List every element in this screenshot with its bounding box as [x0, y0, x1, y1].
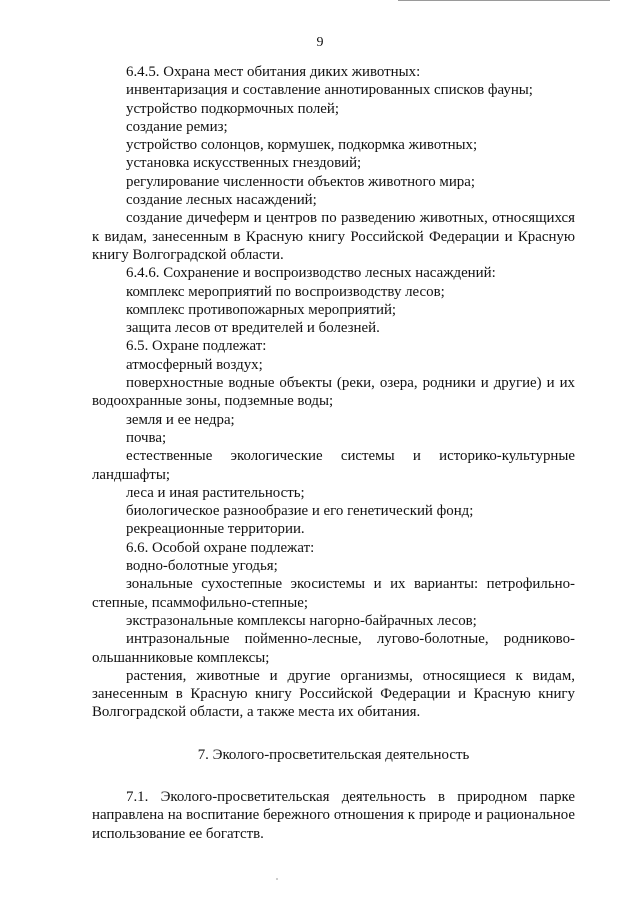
spacer — [92, 722, 575, 746]
section-heading: 7. Эколого-просветительская деятельность — [197, 746, 470, 763]
scan-speck — [276, 878, 278, 880]
paragraph: 7.1. Эколого-просветительская деятельность в природном парке направлена на воспитание бережного отношения к природе и рациональное использование ее богатств. — [92, 788, 575, 842]
paragraph: защита лесов от вредителей и болезней. — [126, 320, 380, 337]
paragraph: биологическое разнообразие и его генетический фонд; — [126, 503, 474, 520]
top-edge-line — [398, 0, 610, 1]
paragraph: установка искусственных гнездовий; — [126, 155, 362, 172]
paragraph: земля и ее недра; — [126, 411, 235, 428]
paragraph: инвентаризация и составление аннотированных списков фауны; — [126, 82, 533, 99]
paragraph: леса и иная растительность; — [126, 484, 305, 501]
paragraph: создание лесных насаждений; — [126, 192, 317, 209]
paragraph: растения, животные и другие организмы, относящиеся к видам, занесенным в Красную книгу Российской Федерации и Красную книгу Волгоградской области, а также места их обитания. — [92, 667, 575, 721]
spacer — [92, 764, 575, 788]
paragraph: комплекс противопожарных мероприятий; — [126, 301, 397, 318]
paragraph: создание ремиз; — [126, 118, 228, 135]
page-number: 9 — [316, 35, 324, 50]
paragraph: 6.5. Охране подлежат: — [126, 338, 267, 355]
paragraph: 6.6. Особой охране подлежат: — [126, 539, 315, 556]
paragraph: поверхностные водные объекты (реки, озера, родники и другие) и их водоохранные зоны, подземные воды; — [92, 375, 575, 410]
paragraph: 6.4.6. Сохранение и воспроизводство лесных насаждений: — [126, 265, 496, 282]
paragraph: экстразональные комплексы нагорно-байрачных лесов; — [126, 612, 477, 629]
paragraph: создание дичеферм и центров по разведению животных, относящихся к видам, занесенным в Красную книгу Российской Федерации и Красную книгу Волгоградской области. — [92, 210, 575, 263]
paragraph: интразональные пойменно-лесные, лугово-болотные, родниково-ольшанниковые комплексы; — [92, 631, 575, 666]
paragraph: устройство солонцов, кормушек, подкормка животных; — [126, 137, 478, 154]
paragraph: естественные экологические системы и историко-культурные ландшафты; — [92, 448, 575, 483]
paragraph: устройство подкормочных полей; — [126, 100, 339, 117]
paragraph: почва; — [126, 429, 167, 446]
paragraph: водно-болотные угодья; — [126, 558, 278, 575]
paragraph: комплекс мероприятий по воспроизводству лесов; — [126, 283, 445, 300]
paragraph: зональные сухостепные экосистемы и их варианты: петрофильно-степные, псаммофильно-степные; — [92, 576, 575, 611]
paragraph: атмосферный воздух; — [126, 356, 263, 373]
paragraph: 6.4.5. Охрана мест обитания диких животных: — [126, 64, 421, 80]
document-body — [92, 63, 575, 843]
paragraph: рекреационные территории. — [126, 521, 305, 538]
paragraph: регулирование численности объектов животного мира; — [126, 173, 475, 190]
